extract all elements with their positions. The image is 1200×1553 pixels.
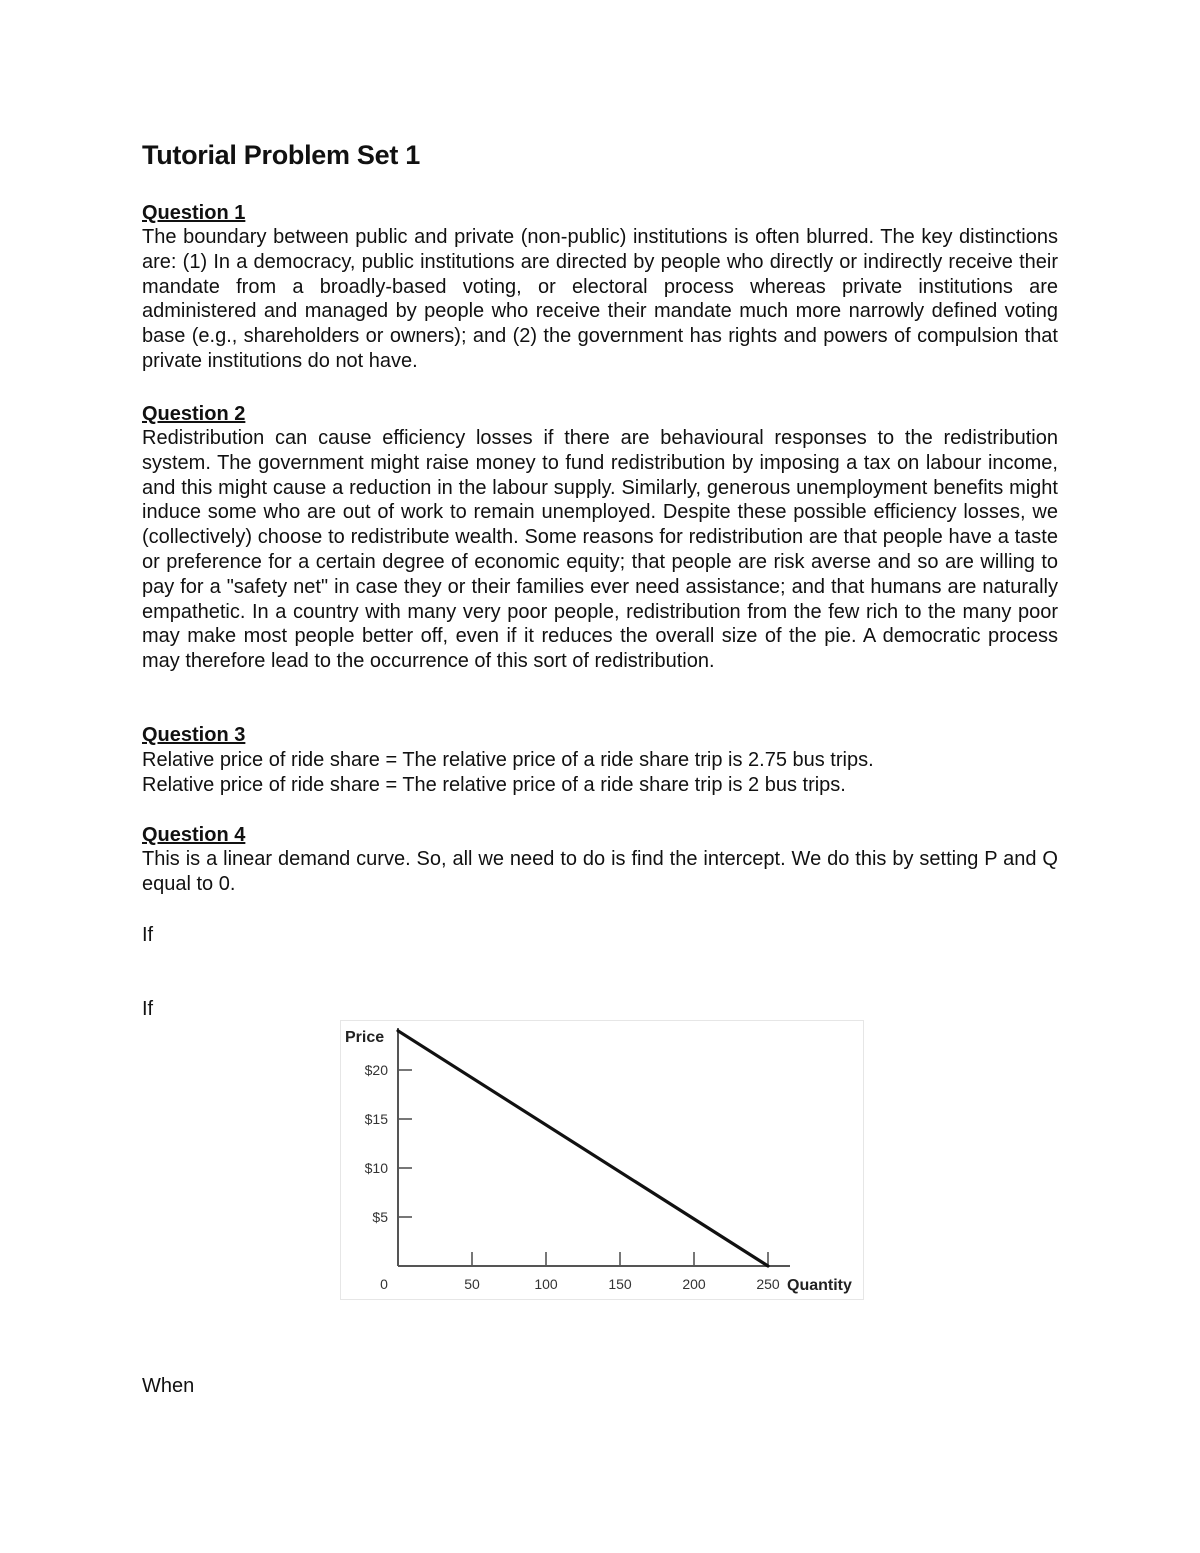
question-4-heading: Question 4 xyxy=(142,824,246,846)
demand-curve-svg xyxy=(340,1020,864,1300)
question-4-if-1: If xyxy=(142,924,154,946)
question-3-line-2: Relative price of ride share = The relative price of a ride share trip is 2 bus trips. xyxy=(142,774,846,796)
question-1-body: The boundary between public and private (non-public) institutions is often blurred. The key distinctions are: (1) In a democracy, public institutions are directed by people who directly or indirectly receive their mandate from a broadly-based voting, or electoral process whereas private institutions are administered and managed by people who receive their mandate much more narrowly defined voting base (e.g., shareholders or owners); and (2) the government has rights and powers of compulsion that private institutions do not have. xyxy=(142,226,1058,372)
y-tick-label: $10 xyxy=(364,1160,388,1176)
question-4-if-2: If xyxy=(142,998,154,1020)
question-3-heading: Question 3 xyxy=(142,724,246,746)
x-tick-label: 250 xyxy=(756,1276,780,1292)
y-axis-label: Price xyxy=(345,1029,385,1046)
x-tick-label: 150 xyxy=(608,1276,632,1292)
question-1-heading: Question 1 xyxy=(142,202,246,224)
x-axis-label: Quantity xyxy=(787,1277,852,1294)
y-tick-label: $5 xyxy=(372,1209,388,1225)
question-2-body: Redistribution can cause efficiency losses if there are behavioural responses to the redistribution system. The government might raise money to fund redistribution by imposing a tax on labour income, and this might cause a reduction in the labour supply. Similarly, generous unemployment benefits might induce some who are out of work to remain unemployed. Despite these possible efficiency losses, we (collectively) choose to redistribute wealth. Some reasons for redistribution are that people have a taste or preference for a certain degree of economic equity; that people are risk averse and so are willing to pay for a "safety net" in case they or their families ever need assistance; and that humans are naturally empathetic. In a country with many very poor people, redistribution from the few rich to the many poor may make most people better off, even if it reduces the overall size of the pie. A democratic process may therefore lead to the occurrence of this sort of redistribution. xyxy=(142,427,1058,673)
question-2-heading: Question 2 xyxy=(142,403,246,425)
x-tick-label: 100 xyxy=(534,1276,558,1292)
x-tick-label: 0 xyxy=(380,1276,388,1292)
x-tick-label: 200 xyxy=(682,1276,706,1292)
y-tick-label: $15 xyxy=(364,1111,388,1127)
x-tick-label: 50 xyxy=(464,1276,480,1292)
question-4-body: This is a linear demand curve. So, all we need to do is find the intercept. We do this by setting P and Q equal to 0. xyxy=(142,848,1058,895)
y-tick-label: $20 xyxy=(364,1062,388,1078)
document-title: Tutorial Problem Set 1 xyxy=(142,140,420,170)
question-4-when: When xyxy=(142,1375,195,1397)
question-3-line-1: Relative price of ride share = The relative price of a ride share trip is 2.75 bus trips. xyxy=(142,749,874,771)
demand-curve-chart xyxy=(340,1020,864,1300)
